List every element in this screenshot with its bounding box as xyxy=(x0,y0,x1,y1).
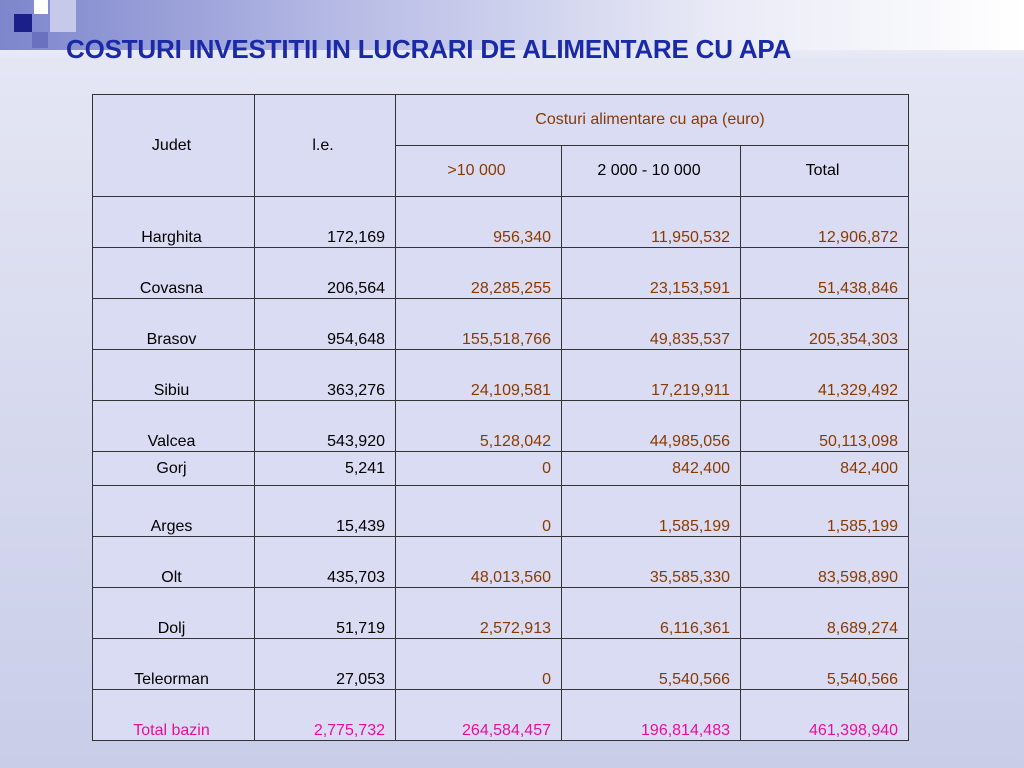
cell-ie: 2,775,732 xyxy=(255,690,396,741)
cell-total: 50,113,098 xyxy=(741,401,909,452)
cell-2000-10000: 11,950,532 xyxy=(562,197,741,248)
cell-judet: Teleorman xyxy=(93,639,255,690)
cell-total: 51,438,846 xyxy=(741,248,909,299)
cell-2000-10000: 35,585,330 xyxy=(562,537,741,588)
decor-square-navy xyxy=(14,14,32,32)
cell-ie: 206,564 xyxy=(255,248,396,299)
cell-gt10000: 0 xyxy=(396,486,562,537)
header-judet: Judet xyxy=(93,95,255,197)
cell-gt10000: 2,572,913 xyxy=(396,588,562,639)
cell-gt10000: 24,109,581 xyxy=(396,350,562,401)
cell-2000-10000: 6,116,361 xyxy=(562,588,741,639)
cell-total: 8,689,274 xyxy=(741,588,909,639)
table-row xyxy=(93,588,909,639)
slide-title: COSTURI INVESTITII IN LUCRARI DE ALIMENTARE CU APA xyxy=(66,34,792,64)
cell-2000-10000: 23,153,591 xyxy=(562,248,741,299)
cell-2000-10000: 1,585,199 xyxy=(562,486,741,537)
cell-gt10000: 956,340 xyxy=(396,197,562,248)
cell-judet: Brasov xyxy=(93,299,255,350)
cell-ie: 5,241 xyxy=(255,452,396,486)
cell-gt10000: 48,013,560 xyxy=(396,537,562,588)
table-row xyxy=(93,452,909,486)
cell-gt10000: 264,584,457 xyxy=(396,690,562,741)
cell-total: 1,585,199 xyxy=(741,486,909,537)
cell-total: 5,540,566 xyxy=(741,639,909,690)
cell-gt10000: 5,128,042 xyxy=(396,401,562,452)
cell-judet: Covasna xyxy=(93,248,255,299)
cell-gt10000: 28,285,255 xyxy=(396,248,562,299)
header-gt10000: >10 000 xyxy=(396,146,562,197)
header-2000-10000: 2 000 - 10 000 xyxy=(562,146,741,197)
cell-ie: 51,719 xyxy=(255,588,396,639)
table-total-row xyxy=(93,690,909,741)
cell-judet: Total bazin xyxy=(93,690,255,741)
decor-square-white xyxy=(34,0,48,14)
table-row xyxy=(93,248,909,299)
table-row xyxy=(93,639,909,690)
cell-judet: Gorj xyxy=(93,452,255,486)
cell-gt10000: 0 xyxy=(396,639,562,690)
cell-2000-10000: 49,835,537 xyxy=(562,299,741,350)
cell-2000-10000: 196,814,483 xyxy=(562,690,741,741)
header-ie: l.e. xyxy=(255,95,396,197)
cell-judet: Valcea xyxy=(93,401,255,452)
cell-total: 842,400 xyxy=(741,452,909,486)
cell-judet: Dolj xyxy=(93,588,255,639)
decor-square-light xyxy=(50,0,76,32)
cell-total: 83,598,890 xyxy=(741,537,909,588)
cell-gt10000: 0 xyxy=(396,452,562,486)
cell-ie: 15,439 xyxy=(255,486,396,537)
cell-judet: Arges xyxy=(93,486,255,537)
cell-ie: 543,920 xyxy=(255,401,396,452)
cell-ie: 954,648 xyxy=(255,299,396,350)
table-row xyxy=(93,299,909,350)
decor-square-blue xyxy=(32,32,48,48)
table-row xyxy=(93,537,909,588)
cell-judet: Olt xyxy=(93,537,255,588)
table-row xyxy=(93,401,909,452)
table-row xyxy=(93,350,909,401)
cell-2000-10000: 17,219,911 xyxy=(562,350,741,401)
cell-total: 41,329,492 xyxy=(741,350,909,401)
cell-ie: 435,703 xyxy=(255,537,396,588)
cell-ie: 363,276 xyxy=(255,350,396,401)
cell-total: 12,906,872 xyxy=(741,197,909,248)
table-row xyxy=(93,197,909,248)
cell-total: 461,398,940 xyxy=(741,690,909,741)
cell-gt10000: 155,518,766 xyxy=(396,299,562,350)
cell-judet: Sibiu xyxy=(93,350,255,401)
cell-ie: 27,053 xyxy=(255,639,396,690)
cell-2000-10000: 44,985,056 xyxy=(562,401,741,452)
cell-total: 205,354,303 xyxy=(741,299,909,350)
cell-2000-10000: 5,540,566 xyxy=(562,639,741,690)
table-row xyxy=(93,486,909,537)
cell-2000-10000: 842,400 xyxy=(562,452,741,486)
header-cost-group: Costuri alimentare cu apa (euro) xyxy=(396,95,909,146)
cell-ie: 172,169 xyxy=(255,197,396,248)
costs-table xyxy=(92,94,909,741)
cell-judet: Harghita xyxy=(93,197,255,248)
header-total: Total xyxy=(741,146,909,197)
